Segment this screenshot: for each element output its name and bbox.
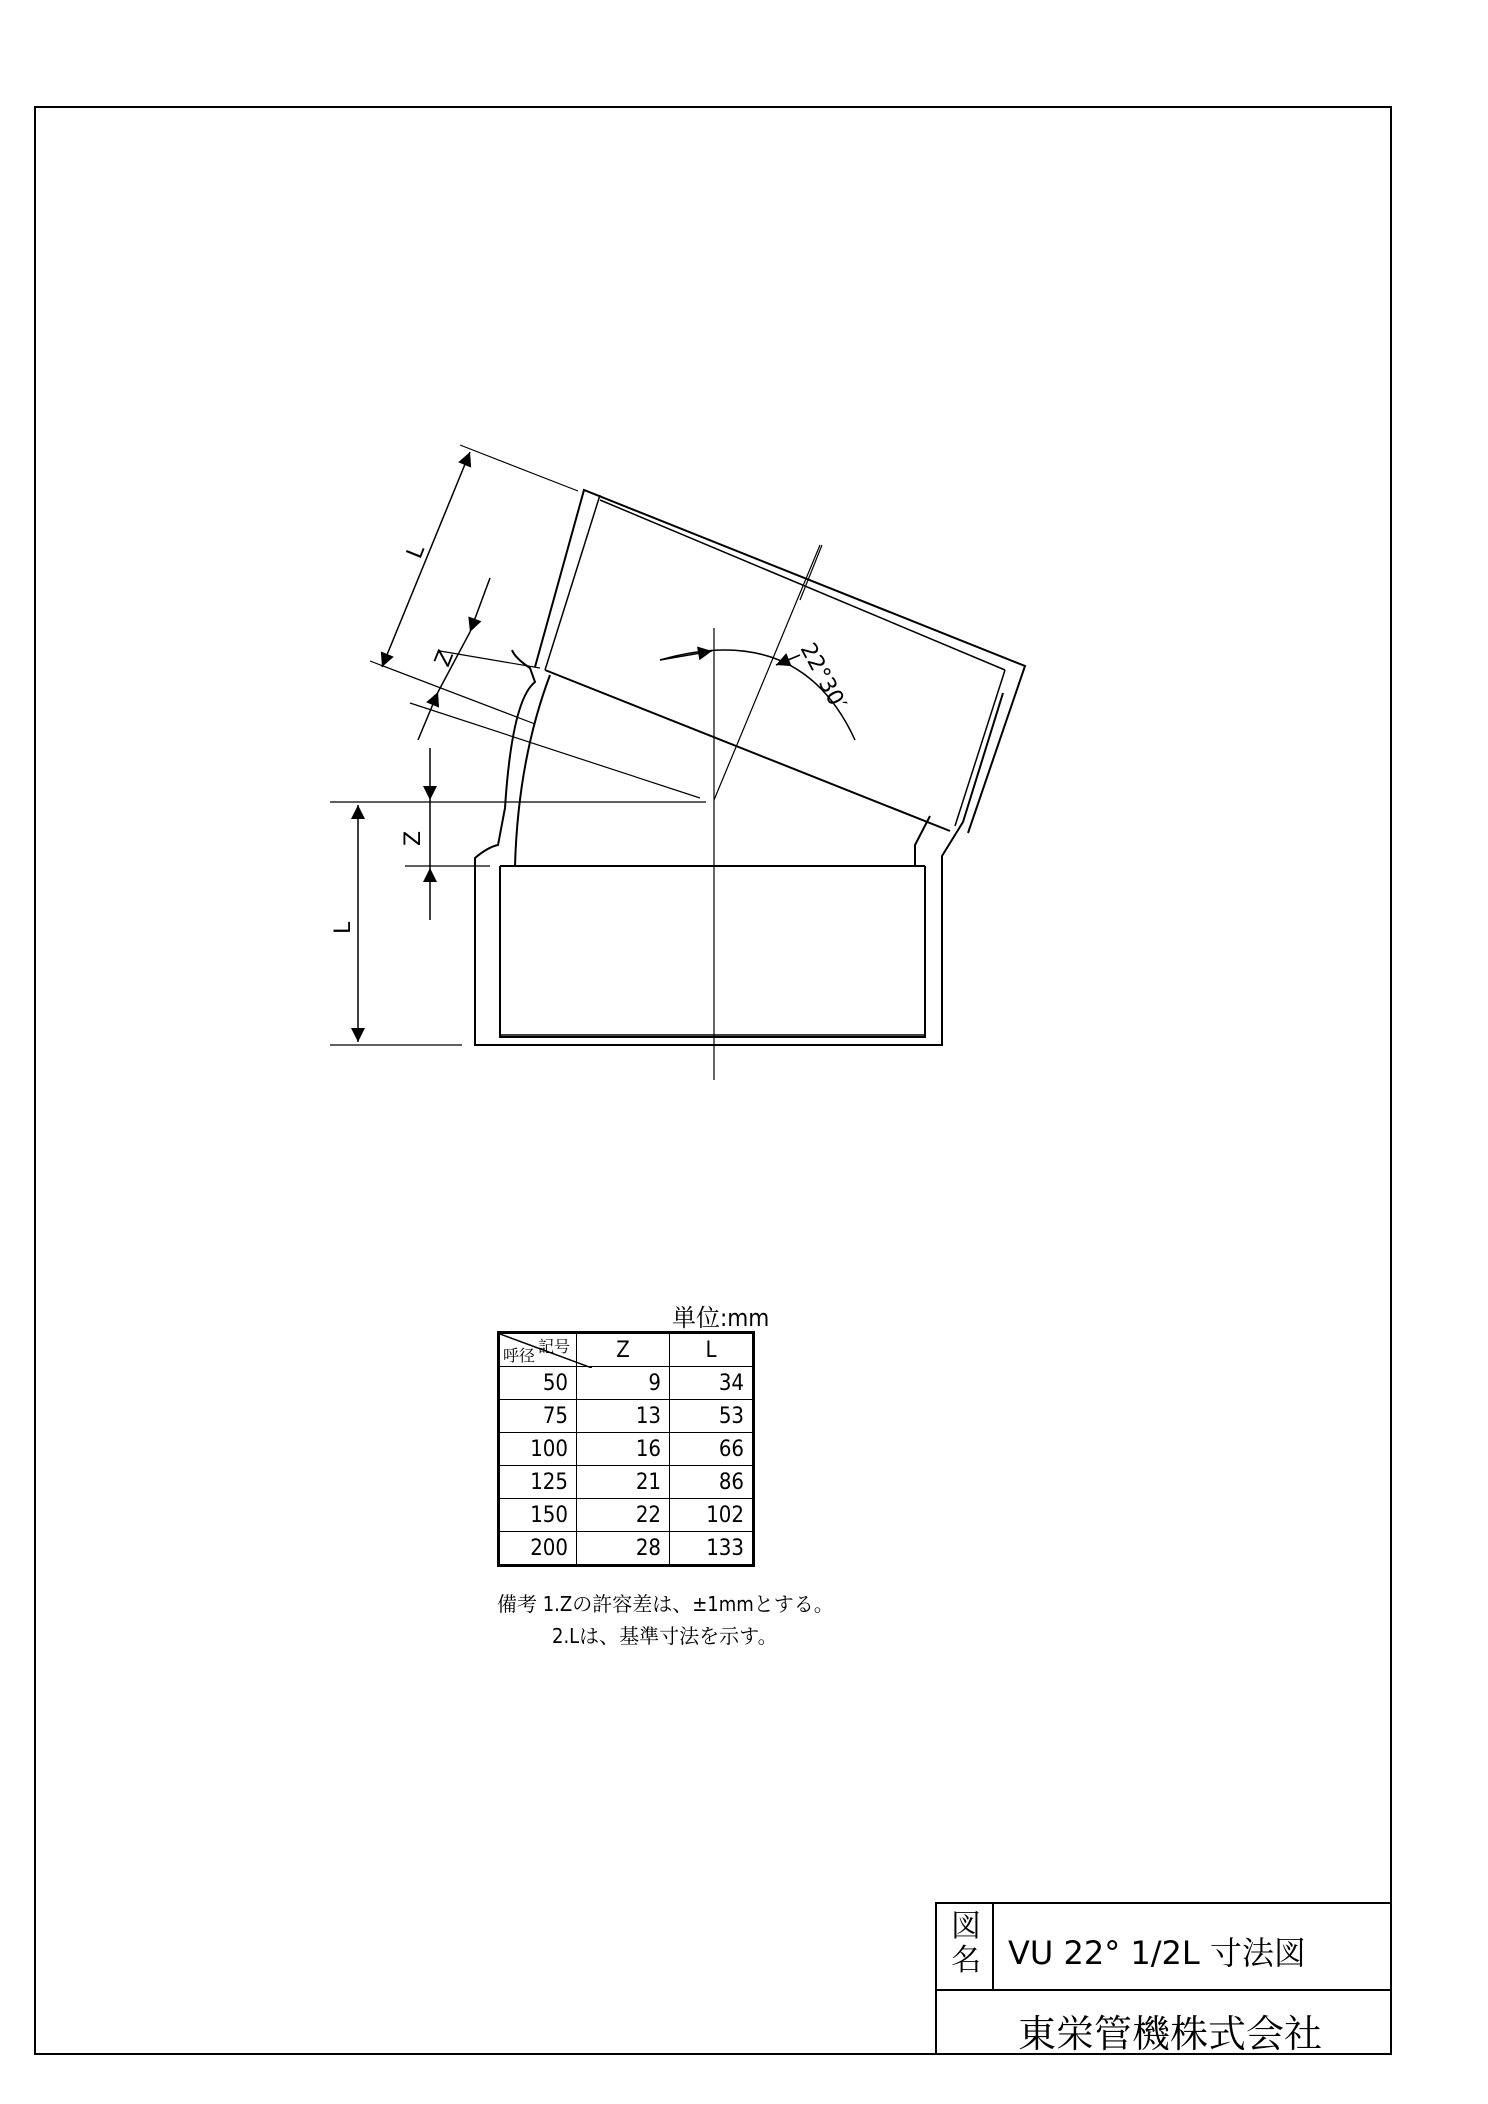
cell-size: 150: [499, 1499, 577, 1532]
dim-line-Z-upper-a: [470, 578, 490, 632]
cell-l: 34: [670, 1367, 754, 1400]
corner-label-symbol: 記号: [537, 1337, 570, 1356]
dim-label-Z-upper: Z: [430, 646, 460, 671]
title-block-label: [944, 1910, 988, 1978]
cell-size: 100: [499, 1433, 577, 1466]
cell-z: 22: [577, 1499, 670, 1532]
cell-size: 75: [499, 1400, 577, 1433]
dim-label-L-lower: L: [331, 921, 356, 934]
table-row: [499, 1367, 754, 1400]
cell-size: 200: [499, 1532, 577, 1566]
cell-l: 86: [670, 1466, 754, 1499]
dim-label-L-upper: L: [402, 541, 431, 563]
cell-z: 28: [577, 1532, 670, 1566]
table-row: [499, 1466, 754, 1499]
company-name: 東栄管機株式会社: [1018, 2012, 1323, 2056]
drawing-name: VU 22° 1/2L 寸法図: [1008, 1934, 1306, 1972]
fitting-drawing: [475, 490, 1025, 1045]
cell-z: 13: [577, 1400, 670, 1433]
sheet-border: [35, 107, 1391, 2054]
upper-socket-outline: [535, 490, 1025, 833]
col-header-l: L: [670, 1333, 754, 1367]
table-corner-cell: [499, 1333, 577, 1367]
dim-line-Z-upper-b: [418, 692, 438, 740]
cell-z: 16: [577, 1433, 670, 1466]
body-right-outer: [942, 693, 1003, 866]
unit-label: 単位:mm: [672, 1304, 770, 1332]
lower-socket-outline: [475, 866, 942, 1045]
cell-z: 9: [577, 1367, 670, 1400]
body-left-inner: [515, 675, 550, 866]
dim-label-angle: 22°30′: [794, 639, 851, 715]
extension-lines: [330, 445, 706, 1045]
cell-size: 50: [499, 1367, 577, 1400]
title-block-label-bottom: 名: [951, 1943, 981, 1978]
cell-l: 102: [670, 1499, 754, 1532]
table-row: [499, 1400, 754, 1433]
corner-label-size: 呼径: [503, 1346, 536, 1365]
cell-z: 21: [577, 1466, 670, 1499]
dim-label-Z-lower: Z: [401, 830, 426, 846]
upper-socket-top-inner: [600, 500, 1005, 670]
cell-l: 66: [670, 1433, 754, 1466]
table-row: [499, 1532, 754, 1566]
cell-l: 53: [670, 1400, 754, 1433]
cell-size: 125: [499, 1466, 577, 1499]
col-header-z: Z: [577, 1333, 670, 1367]
table-row: [499, 1499, 754, 1532]
body-right-inner: [915, 816, 930, 866]
note-line-2: 2.Lは、基準寸法を示す。: [552, 1624, 778, 1648]
dimension-table: [497, 1331, 755, 1567]
cell-l: 133: [670, 1532, 754, 1566]
upper-socket-bottom: [545, 670, 950, 831]
center-lines: [714, 545, 822, 1080]
dimension-lines: [358, 452, 855, 1042]
title-block-label-top: 図: [951, 1909, 981, 1944]
table-row: [499, 1433, 754, 1466]
note-line-1: 備考 1.Zの許容差は、±1mmとする。: [497, 1592, 834, 1616]
upper-socket-inner: [545, 495, 600, 670]
lower-socket-inner: [500, 866, 925, 1037]
